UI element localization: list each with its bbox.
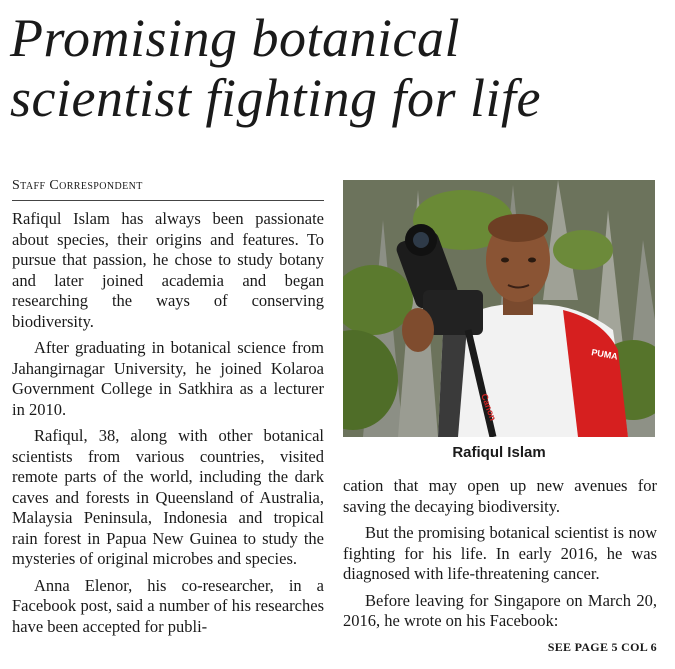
paragraph: Rafiqul Islam has always been passionate about species, their origins and features. To pursue that passion, he chose to study botany and later joined academia and began researching the ways of conserving biodiversity.: [12, 209, 324, 331]
portrait-photo: [343, 180, 655, 437]
photo-caption: Rafiqul Islam: [452, 444, 546, 461]
paragraph: After graduating in botanical science from Jahangirnagar University, he joined Kolaroa Government College in Satkhira as a lecturer in 2010.: [12, 338, 324, 419]
byline: Staff Correspondent: [12, 178, 324, 201]
paragraph: But the promising botanical scientist is now fighting for his life. In early 2016, he was diagnosed with life-threatening cancer.: [343, 523, 657, 583]
camera-strap-brand: Canon: [479, 392, 499, 422]
article-column-2: [343, 476, 657, 638]
continuation-note[interactable]: SEE PAGE 5 COL 6: [547, 640, 657, 654]
paragraph: Anna Elenor, his co-researcher, in a Facebook post, said a number of his researches have been accepted for publi-: [12, 575, 324, 636]
headline: [10, 8, 670, 128]
paragraph: Before leaving for Singapore on March 20, 2016, he wrote on his Facebook:: [343, 590, 657, 630]
headline-line-1: Promising botanical: [10, 8, 460, 68]
paragraph: cation that may open up new avenues for saving the decaying biodiversity.: [343, 476, 657, 516]
article-column-1: [12, 209, 324, 643]
headline-line-2: scientist fighting for life: [10, 68, 541, 128]
paragraph: Rafiqul, 38, along with other botanical scientists from various countries, visited remote parts of the world, including the dark caves and forests in Queensland of Australia, Malaysia Peninsula, Indonesia and tropical rain forest in Papua New Guinea to study the mysteries of original microbes and species.: [12, 426, 324, 568]
portrait-illustration: [343, 180, 655, 437]
shirt-brand: PUMA: [590, 347, 619, 362]
